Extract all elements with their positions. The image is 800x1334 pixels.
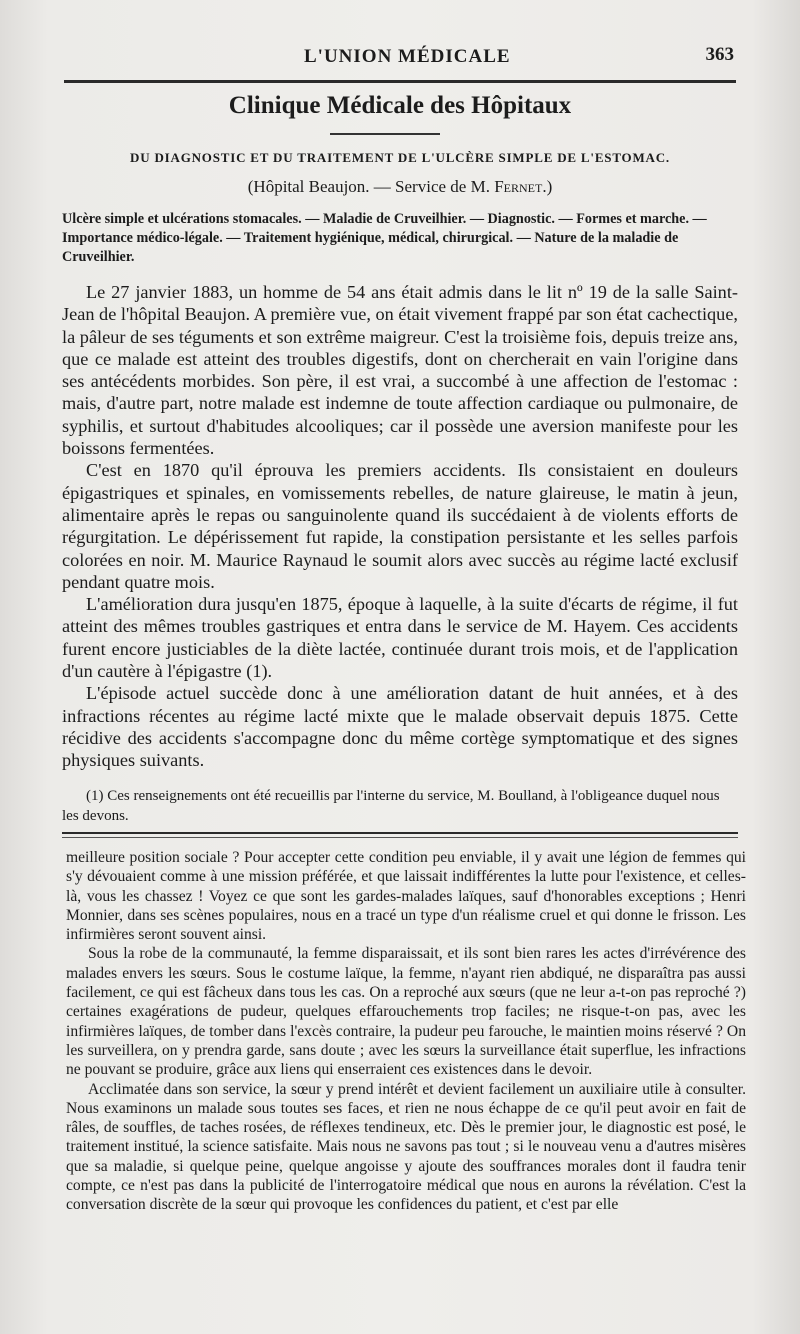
footnote: (1) Ces renseignements ont été recueillis par l'interne du service, M. Boulland, à l'obligeance duquel nous les devons. (62, 788, 720, 824)
running-title: L'UNION MÉDICALE (304, 46, 511, 67)
hospital-suffix: .) (542, 177, 553, 196)
paragraph: meilleure position sociale ? Pour accepter cette condition peu enviable, il y avait une légion de femmes qui s'y dévouaient comme à une mission préférée, et que laissait indifférentes la lutte pour l'existence, et celles-là, vous les chassez ! Voyez ce que sont les gardes-malades laïques, sauf d'honorables exceptions ; Henri Monnier, dans ses scènes populaires, nous en a tracé un type d'un réalisme cruel et qui donne le frisson. Les infirmières seront souvent ainsi. (66, 849, 746, 944)
header-rule (64, 80, 736, 83)
feuilleton-body (66, 848, 746, 1215)
hospital-line (0, 177, 800, 197)
paragraph: Le 27 janvier 1883, un homme de 54 ans était admis dans le lit nº 19 de la salle Saint-Jean de l'hôpital Beaujon. A première vue, on était vivement frappé par son état cachectique, la pâleur de ses téguments et son extrême maigreur. C'est la troisième fois, depuis treize ans, que ce malade est atteint des troubles digestifs, dont on chercherait en vain l'origine dans ses antécédents morbides. Son père, il est vrai, a succombé à une affection de l'estomac : mais, d'autre part, notre malade est indemne de toute affection cardiaque ou pulmonaire, de syphilis, et surtout d'habitudes alcooliques; car il possède une aversion manifeste pour les boissons fermentées. (62, 282, 738, 459)
hospital-doctor-name: Fernet (494, 177, 543, 196)
page-number: 363 (705, 44, 734, 65)
paragraph: Sous la robe de la communauté, la femme disparaissait, et ils sont bien rares les actes d'irrévérence des malades envers les sœurs. Sous le costume laïque, la femme, n'ayant rien abdiqué, ne disparaîtra pas aussi facilement, ce qui est fâcheux dans tous les cas. On a reproché aux sœurs (que ne leur a-t-on pas reproché ?) certaines exagérations de pudeur, quelques effarouchements trop faciles; ne risque-t-on pas, avec les infirmières laïques, de tomber dans l'excès contraire, la pudeur peu farouche, le maintien moins réservé ? On les surveillera, on y prendra garde, sans doute ; avec les sœurs la surveillance était superflue, les infractions ne pouvant se produire, grâce aux liens qui enserraient ces existences dans le devoir. (66, 945, 746, 1079)
paragraph: L'épisode actuel succède donc à une amélioration datant de huit années, et à des infractions récentes au régime lacté mixte que le malade observait depuis 1875. Cette récidive des accidents s'accompagne donc du même cortège symptomatique et des signes physiques suivants. (62, 683, 738, 771)
section-separator-rule-thin (62, 837, 738, 838)
article-summary: Ulcère simple et ulcérations stomacales. — Maladie de Cruveilhier. — Diagnostic. — Formes et marche. — Importance médico-légale. — Traitement hygiénique, médical, chirurgical. — Nature de la maladie de Cruveilhier. (62, 211, 707, 265)
section-separator-rule (62, 832, 738, 834)
article-title: DU DIAGNOSTIC ET DU TRAITEMENT DE L'ULCÈRE SIMPLE DE L'ESTOMAC. (130, 150, 670, 165)
hospital-prefix: (Hôpital Beaujon. — Service de M. (247, 177, 495, 196)
paragraph: C'est en 1870 qu'il éprouva les premiers accidents. Ils consistaient en douleurs épigastriques et spinales, en vomissements rebelles, de nature glaireuse, le matin à jeun, alimentaire après le repas ou sanguinolente quand ils succédaient à de violents efforts de régurgitation. Le dépérissement fut rapide, la constipation persistante et les selles parfois colorées en noir. M. Maurice Raynaud le soumit alors avec succès au régime lacté exclusif pendant quatre mois. (62, 460, 738, 592)
page-header (64, 40, 744, 74)
paragraph: L'amélioration dura jusqu'en 1875, époque à laquelle, à la suite d'écarts de régime, il fut atteint des mêmes troubles gastriques et entra dans le service de M. Hayem. Ces accidents furent encore justiciables de la diète lactée, continuée durant trois mois, et de l'application d'un cautère à l'épigastre (1). (62, 594, 738, 682)
article-body (62, 281, 738, 772)
paragraph: Acclimatée dans son service, la sœur y prend intérêt et devient facilement un auxiliaire utile à consulter. Nous examinons un malade sous toutes ses faces, et rien ne nous échappe de ce qu'il peut avoir en fait de râles, de souffles, de taches rosées, de réflexes tendineux, etc. Dès le premier jour, le diagnostic est posé, le traitement institué, la science satisfaite. Mais nous ne savons pas tout ; si le nouveau venu a d'autres misères que sa maladie, si quelque peine, quelque angoisse y ajoute des souffrances morales dont il faudra tenir compte, ce n'est pas dans la publicité de l'interrogatoire médical que nous en aurons la révélation. C'est la conversation discrète de la sœur qui provoque les confidences du patient, et c'est par elle (66, 1080, 746, 1214)
title-divider (330, 133, 440, 135)
section-title: Clinique Médicale des Hôpitaux (228, 92, 572, 119)
